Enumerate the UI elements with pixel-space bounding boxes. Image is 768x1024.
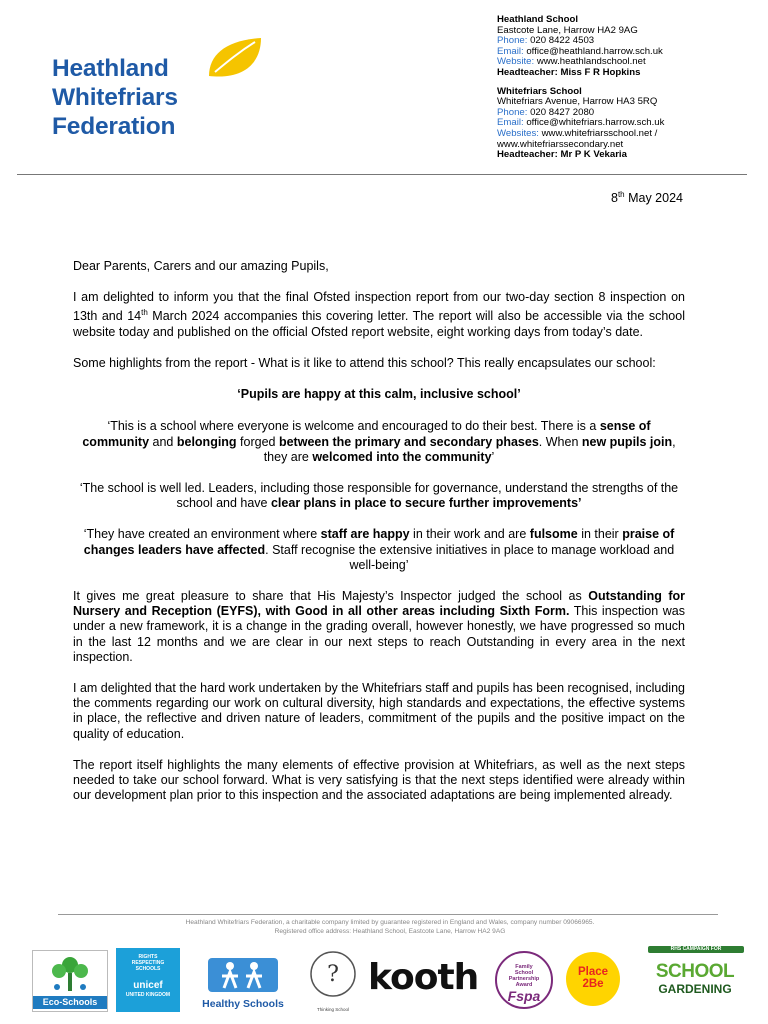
footer-text	[70, 919, 710, 936]
rrs-line: RIGHTS	[138, 954, 158, 960]
text-run: and	[149, 434, 177, 449]
garden-gardening: GARDENING	[658, 982, 732, 996]
footer-divider	[58, 914, 718, 915]
text-run: This inspection was under a new framework, it is a change in the grading overall, however honestly, we have progressed so much in the last 12 months and we are clear in our next steps to reach Outstanding in every area in the next inspection.	[73, 604, 685, 664]
logo-line: Whitefriars	[52, 84, 178, 111]
school1-address: Eastcote Lane, Harrow HA2 9AG	[497, 24, 638, 36]
school2-name: Whitefriars School	[497, 85, 582, 97]
date-suffix: th	[617, 190, 625, 199]
text-run: ’	[491, 449, 495, 464]
text-run: , they are	[263, 434, 676, 464]
text-run: ‘The school is well led. Leaders, including those responsible for governance, understand the strengths of the school and have	[79, 480, 679, 511]
letter-body	[73, 259, 685, 819]
date-day: 8	[611, 191, 618, 206]
email-label: Email:	[497, 45, 524, 57]
school2-website-link[interactable]: www.whitefriarsschool.net /	[541, 127, 658, 139]
bold-run: belonging	[176, 434, 237, 449]
bold-run: clear plans in place to secure further improvements’	[270, 496, 582, 511]
garden-top: RHS CAMPAIGN FOR	[648, 946, 744, 953]
phone-label: Phone:	[497, 106, 528, 118]
paragraph-1	[73, 290, 685, 340]
rhs-school-gardening-badge	[634, 946, 750, 1008]
thinking-head-icon	[304, 950, 362, 1002]
fspa-line: School	[514, 970, 534, 976]
logo-line: Federation	[52, 113, 176, 140]
kooth-logo: kooth	[368, 957, 479, 998]
people-icon	[192, 954, 294, 994]
bold-run: between the primary and secondary phases	[278, 434, 539, 449]
website-label: Websites:	[497, 127, 539, 139]
p1-text-2: March 2024 accompanies this covering letter. The report will also be accessible via the school website today and published on the official Ofsted report website, eight working days from today’s date.	[73, 309, 685, 339]
bold-run: new pupils join	[581, 434, 673, 449]
school2-head: Headteacher: Mr P K Vekaria	[497, 149, 627, 161]
text-run: It gives me great pleasure to share that His Majesty’s Inspector judged the school as	[73, 589, 589, 603]
eco-label: Eco-Schools	[33, 996, 107, 1009]
tree-icon	[47, 955, 93, 995]
footer-line-2: Registered office address: Heathland School, Eastcote Lane, Harrow HA2 9AG	[274, 927, 506, 935]
text-run: . Staff recognise the extensive initiatives in place to manage workload and well-being’	[265, 542, 675, 572]
federation-logo	[52, 36, 272, 146]
fspa-line: Award	[515, 982, 533, 988]
fspa-text	[494, 964, 554, 988]
bold-run: Outstanding for Nursery and Reception (EYFS), with Good in all other areas including Sixth Form.	[73, 589, 685, 619]
logo-line: Heathland	[52, 55, 169, 82]
p1-text: I am delighted to inform you that the final Ofsted inspection report from our two-day section 8 inspection on 13th and 14	[73, 290, 685, 324]
quote-3	[73, 527, 685, 573]
eco-schools-badge	[32, 950, 108, 1012]
svg-text:?: ?	[327, 962, 339, 987]
bold-run: staff are happy	[320, 527, 410, 542]
school2-address: Whitefriars Avenue, Harrow HA3 5RQ	[497, 96, 658, 108]
place2be-line: 2Be	[582, 978, 604, 990]
greeting: Dear Parents, Carers and our amazing Pupils,	[73, 259, 329, 273]
fspa-line: Partnership	[508, 976, 540, 982]
paragraph-2: Some highlights from the report - What is it like to attend this school? This really encapsulates our school:	[73, 355, 656, 370]
garden-school: SCHOOL	[655, 961, 735, 982]
logo-wordmark	[52, 54, 178, 141]
healthy-schools-label: Healthy Schools	[202, 998, 284, 1010]
rights-respecting-badge	[116, 948, 180, 1012]
text-run: ‘This is a school where everyone is welcome and encouraged to do their best. There is a	[107, 419, 600, 434]
rrs-bottom: UNITED KINGDOM	[125, 992, 171, 998]
school2-phone: 020 8427 2080	[530, 106, 595, 118]
leaf-icon	[205, 36, 263, 82]
text-run: forged	[236, 434, 279, 449]
text-run: in their work and are	[409, 527, 530, 542]
header-divider	[17, 174, 747, 175]
bold-run: fulsome	[529, 527, 578, 542]
website-label: Website:	[497, 56, 535, 68]
email-label: Email:	[497, 117, 524, 129]
paragraph-4: I am delighted that the hard work undertaken by the Whitefriars staff and pupils has been recognised, including the comments regarding our work on cultural diversity, high standards and expectations, the effective systems in place, the reflective and driven nature of leaders, commitment of the pupils and the positive impact on the quality of education.	[73, 681, 685, 741]
footer-line-1: Heathland Whitefriars Federation, a charitable company limited by guarantee registered in England and Wales, company number 09066965.	[185, 919, 595, 926]
paragraph-3	[73, 589, 685, 665]
rrs-line: SCHOOLS	[135, 966, 161, 972]
place2be-line: Place	[577, 966, 609, 978]
thinking-school-badge	[304, 950, 362, 1012]
quote-1	[73, 419, 685, 465]
thinking-label: Thinking School	[316, 1007, 350, 1012]
unicef-label: unicef	[133, 980, 163, 991]
school2-email-link[interactable]: office@whitefriars.harrow.sch.uk	[526, 117, 665, 129]
bold-run: sense of community	[82, 419, 651, 449]
bold-run: welcomed into the community	[312, 449, 492, 464]
quote-2	[73, 481, 685, 511]
school1-email-link[interactable]: office@heathland.harrow.sch.uk	[526, 45, 663, 57]
text-run: in their	[577, 527, 623, 542]
school1-name: Heathland School	[497, 14, 579, 25]
p1-sup: th	[141, 308, 148, 318]
contact-block	[497, 15, 757, 161]
school1-head: Headteacher: Miss F R Hopkins	[497, 66, 641, 78]
date-rest: May 2024	[624, 191, 683, 206]
school2-website-row	[497, 129, 757, 140]
fspa-name: Fspa	[507, 988, 541, 1004]
school1-website-link[interactable]: www.heathlandschool.net	[536, 56, 646, 68]
school1-phone: 020 8422 4503	[530, 35, 595, 47]
fspa-line: Family	[515, 964, 533, 970]
letter-date	[560, 190, 683, 205]
bold-run: praise of changes leaders have affected	[83, 527, 675, 557]
fspa-badge	[494, 950, 554, 1010]
healthy-schools-badge	[192, 954, 294, 1010]
phone-label: Phone:	[497, 35, 528, 47]
quote-title: ‘Pupils are happy at this calm, inclusive school’	[237, 387, 521, 402]
place2be-text	[564, 966, 622, 990]
school2-website2-link[interactable]: www.whitefriarssecondary.net	[497, 138, 624, 150]
paragraph-5: The report itself highlights the many elements of effective provision at Whitefriars, as well as the next steps needed to take our school forward. What is very satisfying is that the next steps identified were already within our development plan prior to this inspection and the associated adaptations are being implemented already.	[73, 757, 685, 803]
place2be-badge	[564, 950, 622, 1008]
accreditation-badges	[30, 944, 750, 1014]
text-run: . When	[538, 434, 582, 449]
rrs-line: RESPECTING	[131, 960, 165, 966]
text-run: ‘They have created an environment where	[83, 527, 321, 542]
